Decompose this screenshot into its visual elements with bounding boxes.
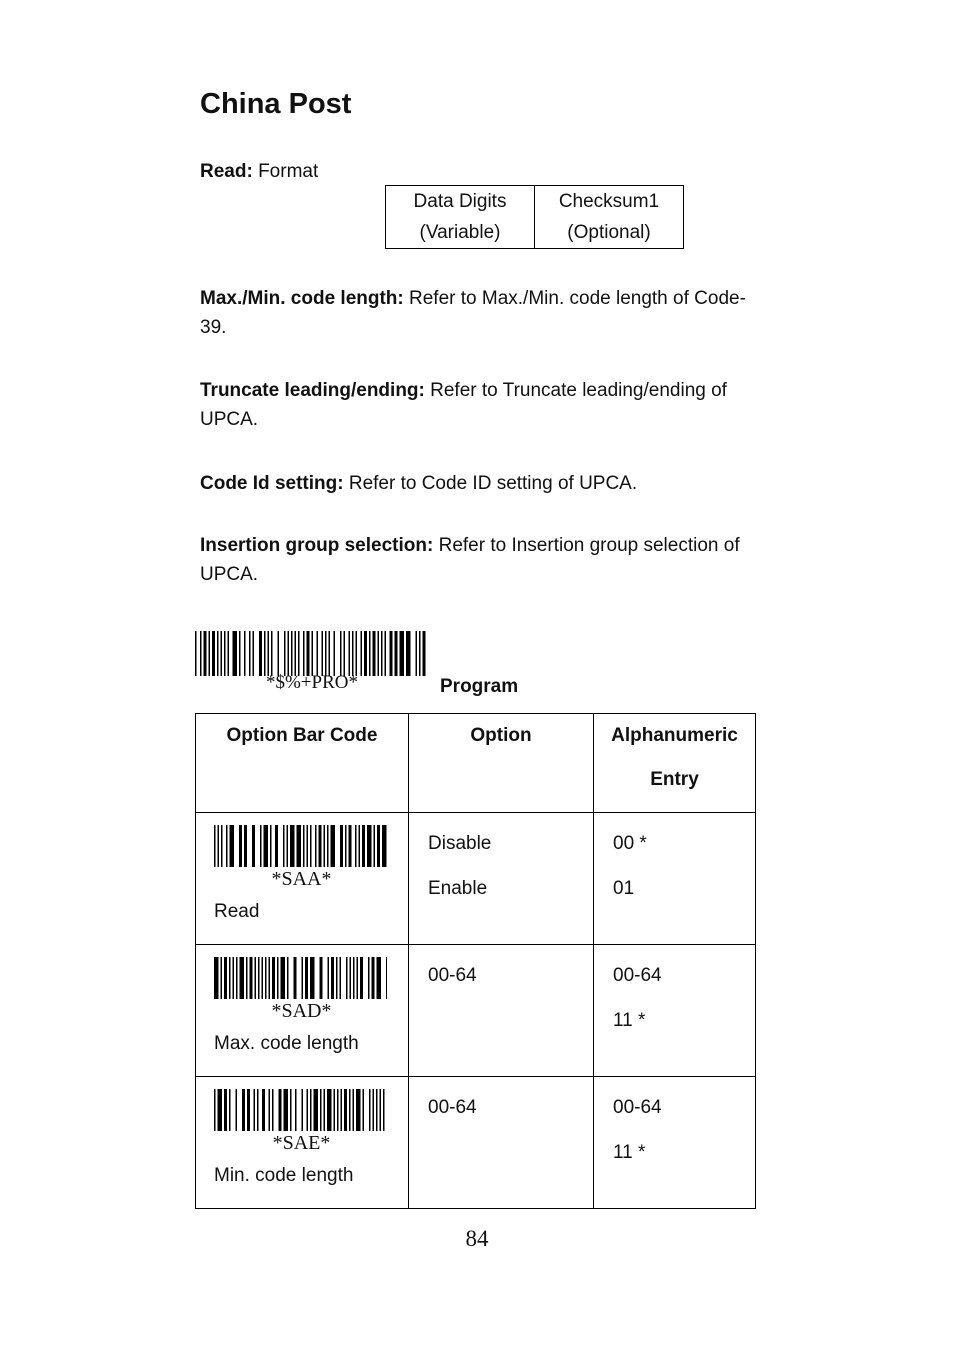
format-cell-data-digits: Data Digits (Variable)	[386, 186, 535, 249]
barcode-bar	[283, 825, 285, 867]
barcode-bar	[377, 957, 382, 999]
barcode-bar	[212, 631, 215, 676]
barcode-bar	[349, 1089, 351, 1131]
min-length-barcode	[214, 1089, 387, 1131]
barcode-bar	[376, 1089, 378, 1131]
barcode-bar	[252, 825, 255, 867]
barcode-bar	[423, 631, 426, 676]
barcode-bar	[382, 825, 387, 867]
barcode-bar	[320, 1089, 322, 1131]
barcode-bar	[264, 631, 266, 676]
barcode-bar	[204, 631, 207, 676]
barcode-bar	[328, 957, 330, 999]
barcode-label: Read	[214, 901, 260, 922]
insertion-label: Insertion group selection:	[200, 535, 434, 556]
barcode-bar	[372, 957, 375, 999]
barcode-bar	[224, 1089, 227, 1131]
barcode-bar	[218, 1089, 223, 1131]
read-text: Format	[258, 161, 319, 182]
barcode-bar	[327, 1089, 332, 1131]
barcode-cell	[196, 813, 409, 945]
barcode-bar	[307, 1089, 309, 1131]
barcode-bar	[310, 825, 312, 867]
barcode-bar	[356, 1089, 361, 1131]
barcode-bar	[214, 825, 216, 867]
barcode-bar	[305, 957, 308, 999]
barcode-bar	[269, 957, 271, 999]
barcode-bar	[352, 631, 354, 676]
barcode-bar	[269, 1089, 271, 1131]
table-row	[196, 1077, 756, 1209]
barcode-bar	[310, 957, 315, 999]
barcode-bar	[291, 631, 293, 676]
barcode-bar	[240, 957, 245, 999]
barcode-bar	[244, 825, 247, 867]
barcode-bar	[356, 631, 358, 676]
barcode-bar	[229, 957, 231, 999]
barcode-bar	[298, 631, 300, 676]
page-number: 84	[465, 1226, 489, 1251]
barcode-bar	[236, 957, 238, 999]
read-barcode	[214, 825, 387, 867]
barcode-bar	[287, 825, 289, 867]
barcode-bar	[294, 957, 297, 999]
barcode-bar	[272, 957, 275, 999]
barcode-bar	[302, 957, 304, 999]
option-cell: Disable Enable	[409, 813, 594, 945]
max-length-barcode	[214, 957, 387, 999]
barcode-bar	[262, 957, 264, 999]
barcode-bar	[264, 825, 269, 867]
barcode-bar	[279, 1089, 282, 1131]
barcode-bar	[349, 631, 351, 676]
max-min-text: Refer to Max./Min. code length of Code-39.	[200, 288, 746, 338]
truncate-paragraph	[200, 376, 760, 434]
barcode-bar	[346, 957, 348, 999]
barcode-bar	[272, 1089, 274, 1131]
option-table	[195, 713, 756, 1209]
barcode-bar	[295, 1089, 297, 1131]
barcode-bar	[314, 1089, 319, 1131]
barcode-bar	[349, 825, 352, 867]
barcode-bar	[380, 1089, 382, 1131]
barcode-bar	[242, 1089, 245, 1131]
barcode-bar	[290, 1089, 292, 1131]
barcode-bar	[383, 1089, 385, 1131]
option-table-header	[196, 714, 756, 813]
barcode-bar	[257, 1089, 259, 1131]
barcode-bar	[320, 957, 323, 999]
entry-cell: 00-64 11 *	[594, 945, 756, 1077]
max-min-paragraph	[200, 284, 760, 342]
barcode-caption: *SAE*	[272, 1132, 331, 1154]
barcode-bar	[259, 631, 262, 676]
barcode-bar	[303, 825, 305, 867]
format-cell-checksum: Checksum1 (Optional)	[535, 186, 684, 249]
program-barcode-caption: *$%+PRO*	[265, 672, 358, 693]
barcode-bar	[236, 1089, 238, 1131]
barcode-bar	[385, 631, 387, 676]
header-option-bar-code: Option Bar Code	[196, 714, 409, 813]
option-cell: 00-64	[409, 1077, 594, 1209]
barcode-caption: *SAD*	[271, 1000, 332, 1022]
barcode-bar	[229, 1089, 231, 1131]
barcode-bar	[258, 957, 260, 999]
barcode-bar	[350, 957, 352, 999]
barcode-bar	[386, 957, 387, 999]
barcode-bar	[337, 1089, 339, 1131]
barcode-bar	[344, 631, 346, 676]
insertion-paragraph	[200, 531, 760, 589]
barcode-bar	[395, 631, 398, 676]
barcode-bar	[322, 631, 324, 676]
barcode-bar	[377, 825, 380, 867]
barcode-bar	[373, 631, 376, 676]
barcode-bar	[334, 631, 336, 676]
barcode-bar	[233, 631, 238, 676]
barcode-bar	[373, 1089, 375, 1131]
code-id-label: Code Id setting:	[200, 473, 344, 494]
barcode-bar	[331, 825, 336, 867]
insertion-text: Refer to Insertion group selection of UPCA.	[200, 535, 740, 585]
barcode-bar	[270, 825, 272, 867]
barcode-bar	[327, 825, 329, 867]
barcode-bar	[253, 631, 255, 676]
format-table	[385, 185, 684, 249]
table-row	[196, 945, 756, 1077]
barcode-bar	[359, 825, 361, 867]
truncate-text: Refer to Truncate leading/ending of UPCA.	[200, 380, 727, 430]
header-option: Option	[409, 714, 594, 813]
barcode-bar	[278, 631, 280, 676]
barcode-caption: *SAA*	[271, 868, 332, 890]
barcode-bar	[406, 631, 411, 676]
read-label: Read:	[200, 161, 253, 182]
barcode-bar	[307, 825, 309, 867]
barcode-bar	[317, 631, 319, 676]
barcode-bar	[246, 957, 248, 999]
program-barcode-block	[195, 631, 429, 693]
truncate-label: Truncate leading/ending:	[200, 380, 425, 401]
barcode-bar	[287, 957, 289, 999]
barcode-bar	[315, 825, 317, 867]
barcode-bar	[312, 631, 314, 676]
barcode-bar	[195, 631, 197, 676]
barcode-bar	[200, 631, 202, 676]
barcode-bar	[336, 957, 338, 999]
program-label: Program	[440, 676, 519, 697]
code-id-paragraph	[200, 469, 760, 498]
barcode-bar	[381, 631, 383, 676]
barcode-bar	[224, 957, 227, 999]
barcode-bar	[374, 825, 376, 867]
barcode-bar	[310, 1089, 312, 1131]
barcode-bar	[324, 1089, 326, 1131]
barcode-bar	[362, 825, 365, 867]
barcode-bar	[419, 631, 421, 676]
barcode-bar	[302, 1089, 304, 1131]
barcode-bar	[233, 957, 235, 999]
barcode-bar	[224, 631, 226, 676]
barcode-bar	[364, 631, 367, 676]
barcode-cell	[196, 1077, 409, 1209]
barcode-bar	[303, 631, 305, 676]
barcode-bar	[262, 1089, 265, 1131]
barcode-bar	[307, 631, 310, 676]
barcode-bar	[260, 825, 262, 867]
barcode-bar	[281, 957, 286, 999]
barcode-bar	[353, 1089, 355, 1131]
entry-cell: 00 * 01	[594, 813, 756, 945]
option-cell: 00-64	[409, 945, 594, 1077]
barcode-bar	[268, 631, 270, 676]
barcode-label: Min. code length	[214, 1165, 354, 1186]
barcode-bar	[290, 825, 295, 867]
barcode-bar	[288, 631, 290, 676]
barcode-bar	[239, 631, 241, 676]
barcode-bar	[221, 825, 223, 867]
barcode-bar	[361, 631, 363, 676]
page-title: China Post	[200, 88, 352, 120]
barcode-bar	[329, 631, 331, 676]
barcode-bar	[341, 1089, 343, 1131]
barcode-bar	[357, 957, 359, 999]
barcode-bar	[265, 957, 267, 999]
barcode-bar	[319, 825, 322, 867]
barcode-bar	[295, 631, 297, 676]
barcode-bar	[255, 957, 257, 999]
barcode-bar	[363, 1089, 365, 1131]
barcode-bar	[284, 631, 286, 676]
barcode-bar	[249, 631, 251, 676]
barcode-bar	[221, 631, 223, 676]
barcode-bar	[367, 825, 372, 867]
table-row	[196, 813, 756, 945]
barcode-bar	[230, 825, 235, 867]
barcode-bar	[324, 825, 326, 867]
barcode-bar	[334, 1089, 336, 1131]
barcode-bar	[244, 631, 246, 676]
barcode-cell	[196, 945, 409, 1077]
barcode-label: Max. code length	[214, 1033, 359, 1054]
barcode-bar	[325, 631, 327, 676]
barcode-bar	[340, 957, 342, 999]
entry-cell: 00-64 11 *	[594, 1077, 756, 1209]
barcode-bar	[340, 631, 342, 676]
code-id-text: Refer to Code ID setting of UPCA.	[348, 473, 638, 494]
barcode-bar	[360, 957, 363, 999]
barcode-bar	[214, 1089, 216, 1131]
barcode-bar	[254, 1089, 256, 1131]
barcode-bar	[277, 957, 279, 999]
barcode-bar	[209, 631, 211, 676]
barcode-bar	[214, 957, 219, 999]
barcode-bar	[239, 825, 242, 867]
barcode-bar	[221, 957, 223, 999]
barcode-bar	[247, 1089, 250, 1131]
barcode-bar	[344, 1089, 347, 1131]
barcode-bar	[345, 825, 347, 867]
barcode-bar	[390, 631, 393, 676]
barcode-bar	[368, 957, 370, 999]
barcode-bar	[369, 1089, 371, 1131]
barcode-bar	[369, 631, 371, 676]
barcode-bar	[355, 825, 357, 867]
barcode-bar	[284, 1089, 289, 1131]
read-format-paragraph	[200, 157, 760, 186]
header-alphanumeric-entry: Alphanumeric Entry	[594, 714, 756, 813]
barcode-bar	[217, 631, 219, 676]
barcode-bar	[331, 957, 334, 999]
barcode-bar	[275, 825, 278, 867]
barcode-bar	[250, 957, 253, 999]
barcode-bar	[218, 825, 220, 867]
barcode-bar	[378, 631, 380, 676]
barcode-bar	[297, 825, 302, 867]
barcode-bar	[416, 631, 418, 676]
barcode-bar	[400, 631, 405, 676]
barcode-bar	[271, 631, 273, 676]
barcode-bar	[340, 825, 343, 867]
barcode-bar	[228, 631, 230, 676]
barcode-bar	[226, 825, 228, 867]
max-min-label: Max./Min. code length:	[200, 288, 404, 309]
barcode-bar	[353, 957, 355, 999]
program-barcode	[195, 631, 429, 676]
